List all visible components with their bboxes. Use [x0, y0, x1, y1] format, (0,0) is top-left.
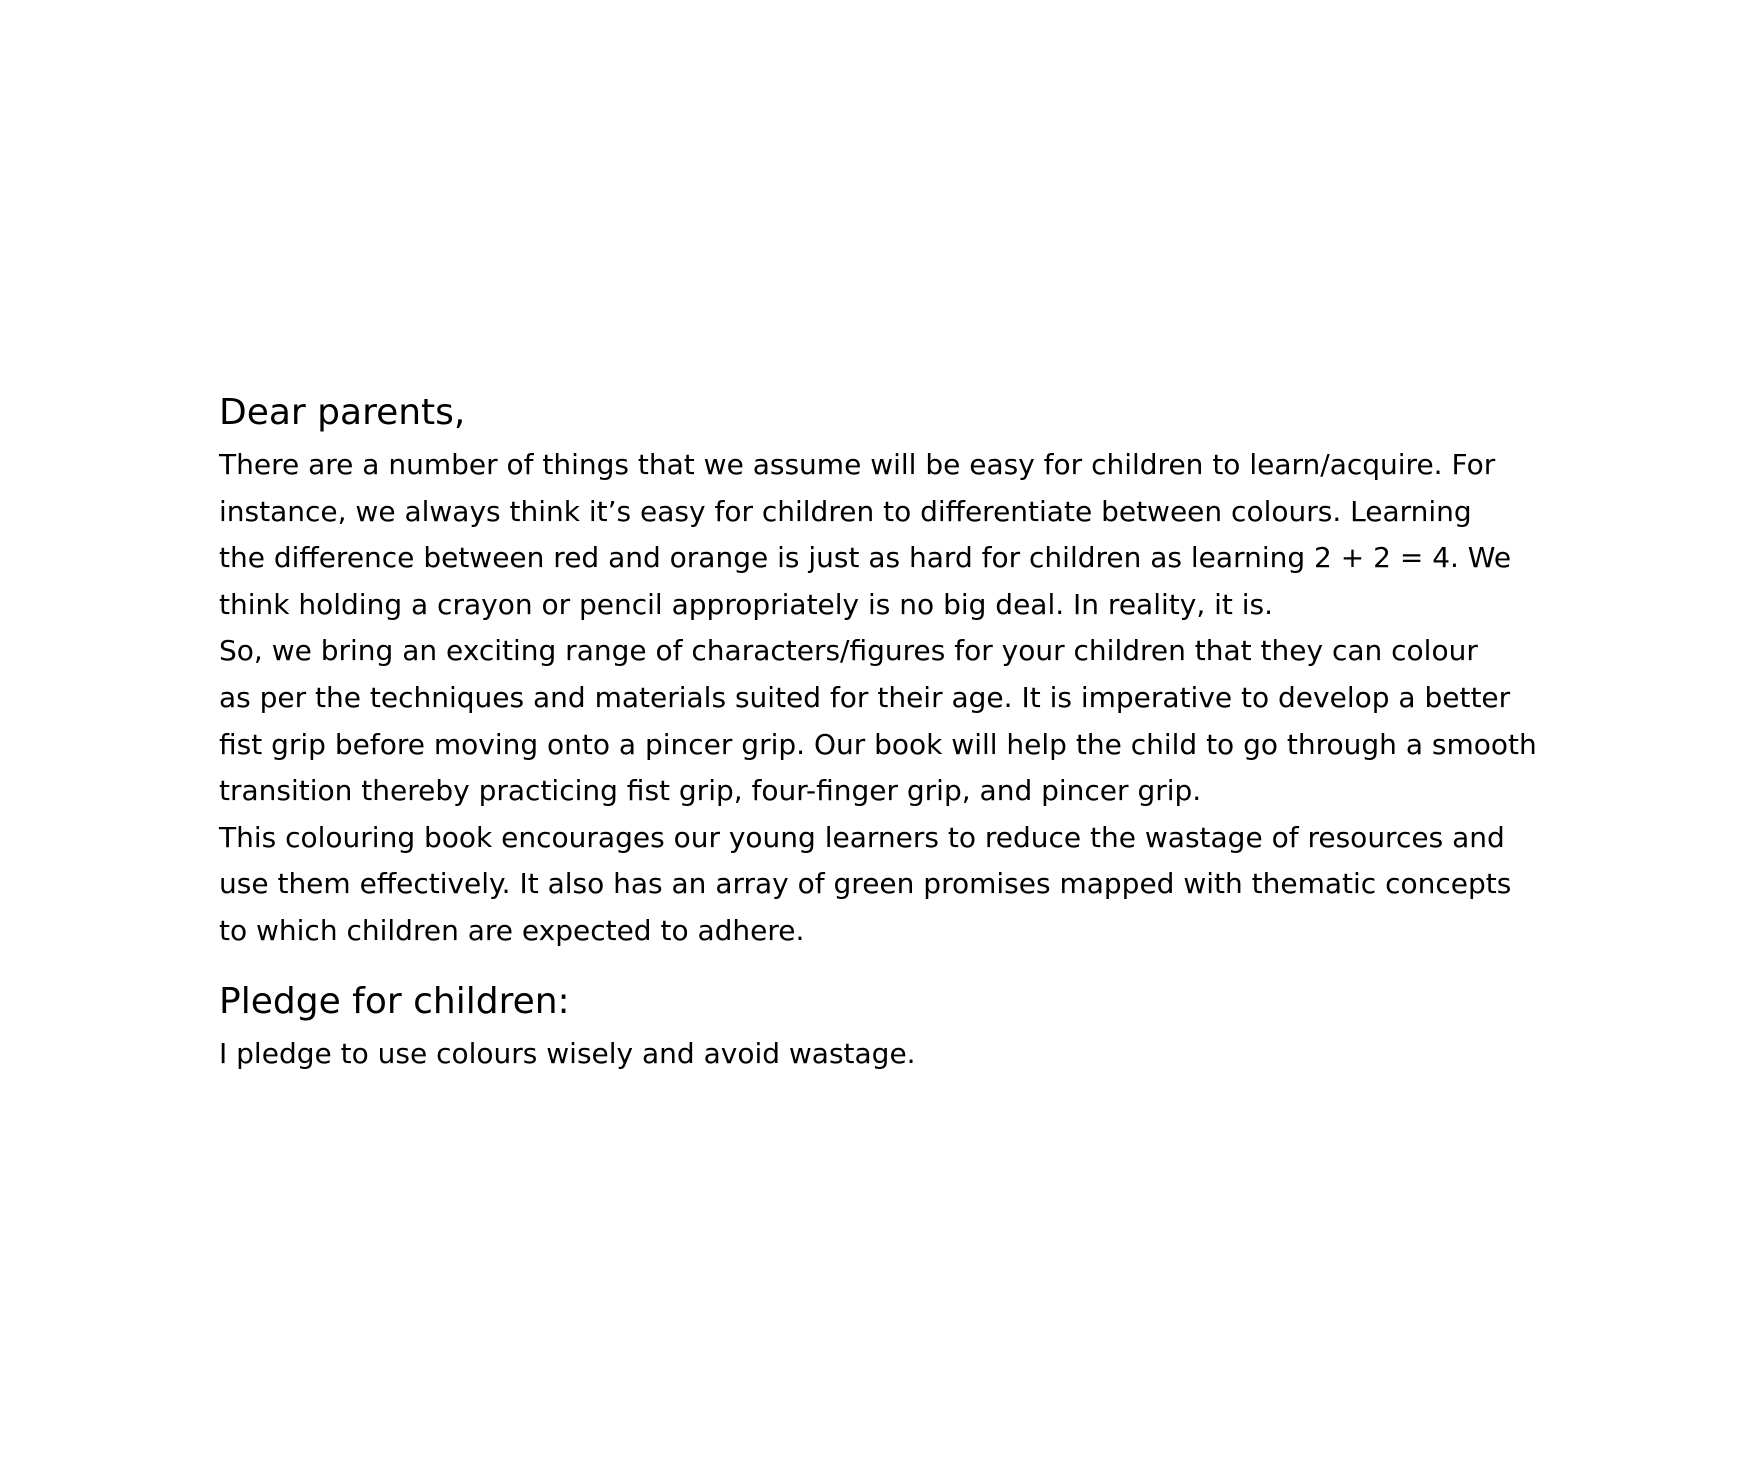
letter-line: transition thereby practicing fist grip, four-finger grip, and pincer grip. — [219, 774, 1202, 808]
pledge-heading: Pledge for children: — [219, 980, 570, 1022]
letter-line: fist grip before moving onto a pincer grip. Our book will help the child to go through a smooth — [219, 727, 1537, 761]
letter-line: use them effectively. It also has an array of green promises mapped with thematic concepts — [219, 867, 1512, 901]
letter-line: the difference between red and orange is just as hard for children as learning 2 + 2 = 4. We — [219, 541, 1512, 575]
letter-line: as per the techniques and materials suited for their age. It is imperative to develop a better — [219, 680, 1511, 714]
letter-line: think holding a crayon or pencil appropriately is no big deal. In reality, it is. — [219, 587, 1274, 621]
pledge-text: I pledge to use colours wisely and avoid wastage. — [219, 1036, 916, 1070]
greeting-heading: Dear parents, — [219, 392, 466, 433]
letter-line: instance, we always think it’s easy for children to differentiate between colours. Learning — [219, 494, 1472, 528]
letter-line: This colouring book encourages our young learners to reduce the wastage of resources and — [219, 820, 1505, 854]
section-spacer — [219, 955, 1579, 973]
letter-line: So, we bring an exciting range of characters/figures for your children that they can colour — [219, 634, 1478, 668]
letter-line: to which children are expected to adhere. — [219, 913, 805, 947]
letter-text-block — [219, 384, 1579, 1077]
letter-line: There are a number of things that we assume will be easy for children to learn/acquire. For — [219, 448, 1496, 481]
